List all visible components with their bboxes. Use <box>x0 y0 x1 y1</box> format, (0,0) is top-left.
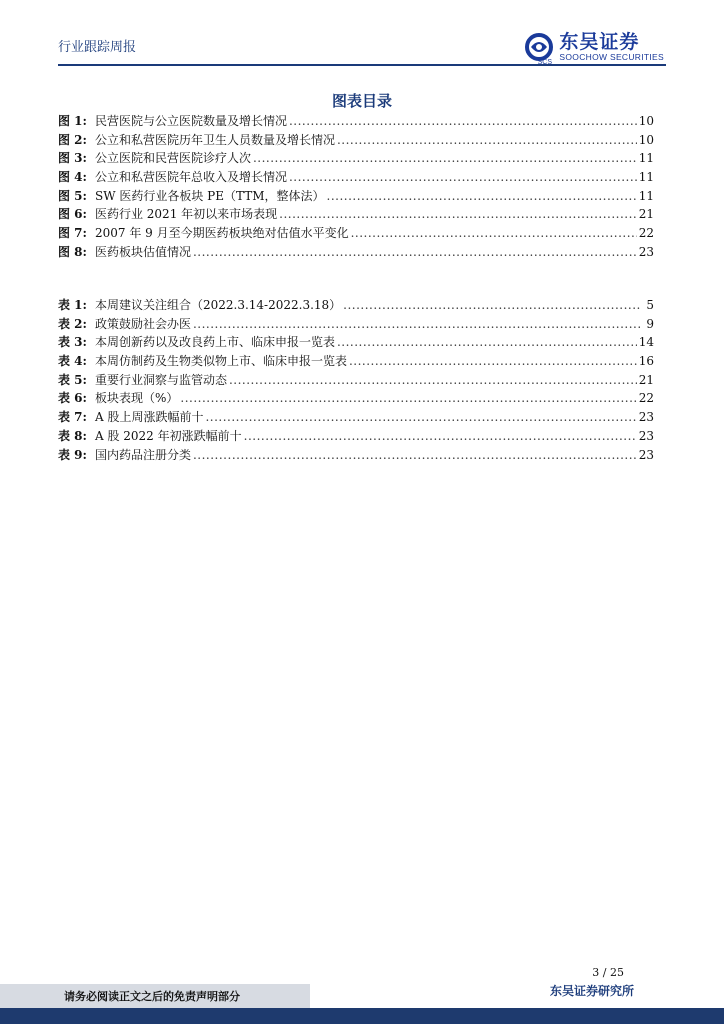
entry-label: 图 4: <box>58 170 87 185</box>
dot-leader <box>193 243 637 262</box>
entry-page-number: 23 <box>638 447 654 462</box>
figure-entry[interactable] <box>58 205 654 224</box>
entry-page-number: 11 <box>638 188 654 203</box>
entry-page-number: 23 <box>638 428 654 443</box>
dot-leader <box>229 371 637 390</box>
logo-english-name: SOOCHOW SECURITIES <box>559 52 664 62</box>
entry-label: 表 1: <box>58 298 87 312</box>
figure-entry[interactable] <box>58 187 654 206</box>
entry-title: 医药板块估值情况 <box>94 244 191 259</box>
entry-page-number: 21 <box>638 207 654 222</box>
table-entry[interactable] <box>58 352 654 371</box>
footer-bar <box>0 1008 724 1024</box>
entry-title: A 股 2022 年初涨跌幅前十 <box>94 428 242 443</box>
entry-title: 板块表现（%） <box>94 391 179 406</box>
entry-label: 图 8: <box>58 244 87 259</box>
entry-page-number: 16 <box>638 354 654 369</box>
footer-disclaimer: 请务必阅读正文之后的免责声明部分 <box>64 990 240 1003</box>
entry-title: A 股上周涨跌幅前十 <box>94 410 204 425</box>
entry-title: 本周建议关注组合（2022.3.14-2022.3.18） <box>94 298 342 312</box>
figure-entry[interactable] <box>58 243 654 262</box>
entry-title: 本周创新药以及改良药上市、临床申报一览表 <box>94 335 335 350</box>
figure-entry[interactable] <box>58 168 654 187</box>
dot-leader <box>337 131 637 150</box>
logo-chinese-name: 东吴证券 <box>559 31 640 53</box>
entry-page-number: 10 <box>638 114 654 128</box>
entry-label: 图 6: <box>58 207 87 222</box>
dot-leader <box>180 389 636 408</box>
dot-leader <box>349 352 637 371</box>
entry-title: 重要行业洞察与监管动态 <box>94 372 227 387</box>
toc-title: 图表目录 <box>331 92 392 110</box>
table-entry[interactable] <box>58 371 654 390</box>
entry-title: 民营医院与公立医院数量及增长情况 <box>94 114 287 128</box>
dot-leader <box>244 427 637 446</box>
entry-label: 表 4: <box>58 354 87 369</box>
entry-label: 表 3: <box>58 335 87 350</box>
dot-leader <box>289 168 637 187</box>
table-list <box>58 296 654 464</box>
figure-entry[interactable] <box>58 224 654 243</box>
entry-title: 公立医院和民营医院诊疗人次 <box>94 151 251 166</box>
entry-page-number: 23 <box>638 244 654 259</box>
entry-label: 表 8: <box>58 428 87 443</box>
table-entry[interactable] <box>58 446 654 465</box>
entry-label: 图 5: <box>58 188 87 203</box>
dot-leader <box>279 205 637 224</box>
entry-label: 表 5: <box>58 372 87 387</box>
entry-page-number: 23 <box>638 410 654 425</box>
entry-title: SW 医药行业各板块 PE（TTM，整体法） <box>94 188 325 203</box>
entry-page-number: 9 <box>646 316 654 331</box>
dot-leader <box>205 408 636 427</box>
dot-leader <box>327 187 637 206</box>
dot-leader <box>289 112 637 131</box>
entry-page-number: 22 <box>638 391 654 406</box>
table-entry[interactable] <box>58 333 654 352</box>
logo-abbreviation: SCS <box>537 59 552 66</box>
entry-label: 图 1: <box>58 114 87 128</box>
footer-organization: 东吴证券研究所 <box>549 984 634 998</box>
entry-title: 医药行业 2021 年初以来市场表现 <box>94 207 278 222</box>
entry-title: 公立和私营医院年总收入及增长情况 <box>94 170 287 185</box>
header-section: 行业跟踪周报 <box>58 40 137 55</box>
dot-leader <box>253 149 637 168</box>
dot-leader <box>343 296 640 315</box>
entry-label: 图 3: <box>58 151 87 166</box>
entry-label: 表 7: <box>58 410 87 425</box>
entry-title: 本周仿制药及生物类似物上市、临床申报一览表 <box>94 354 347 369</box>
entry-label: 表 9: <box>58 447 87 462</box>
entry-page-number: 14 <box>638 335 654 350</box>
dot-leader <box>193 315 640 334</box>
entry-page-number: 21 <box>638 372 654 387</box>
company-logo <box>525 32 664 62</box>
dot-leader <box>337 333 637 352</box>
figure-entry[interactable] <box>58 131 654 150</box>
entry-page-number: 22 <box>638 226 654 241</box>
entry-title: 国内药品注册分类 <box>94 447 191 462</box>
entry-title: 2007 年 9 月至今期医药板块绝对估值水平变化 <box>94 226 349 241</box>
entry-page-number: 5 <box>646 298 654 312</box>
entry-page-number: 11 <box>638 151 654 166</box>
entry-label: 图 7: <box>58 226 87 241</box>
figure-list <box>58 112 654 262</box>
logo-swirl-icon <box>525 33 553 61</box>
page-indicator: 3 / 25 <box>592 966 624 979</box>
table-entry[interactable] <box>58 315 654 334</box>
entry-label: 表 6: <box>58 391 87 406</box>
entry-page-number: 11 <box>638 170 654 185</box>
dot-leader <box>351 224 637 243</box>
entry-title: 公立和私营医院历年卫生人员数量及增长情况 <box>94 132 335 147</box>
table-entry[interactable] <box>58 427 654 446</box>
figure-entry[interactable] <box>58 112 654 131</box>
figure-entry[interactable] <box>58 149 654 168</box>
table-entry[interactable] <box>58 389 654 408</box>
table-entry[interactable] <box>58 296 654 315</box>
table-entry[interactable] <box>58 408 654 427</box>
entry-label: 图 2: <box>58 132 87 147</box>
entry-title: 政策鼓励社会办医 <box>94 316 191 331</box>
header-rule <box>58 64 666 66</box>
dot-leader <box>193 446 637 465</box>
entry-label: 表 2: <box>58 316 87 331</box>
entry-page-number: 10 <box>638 132 654 147</box>
